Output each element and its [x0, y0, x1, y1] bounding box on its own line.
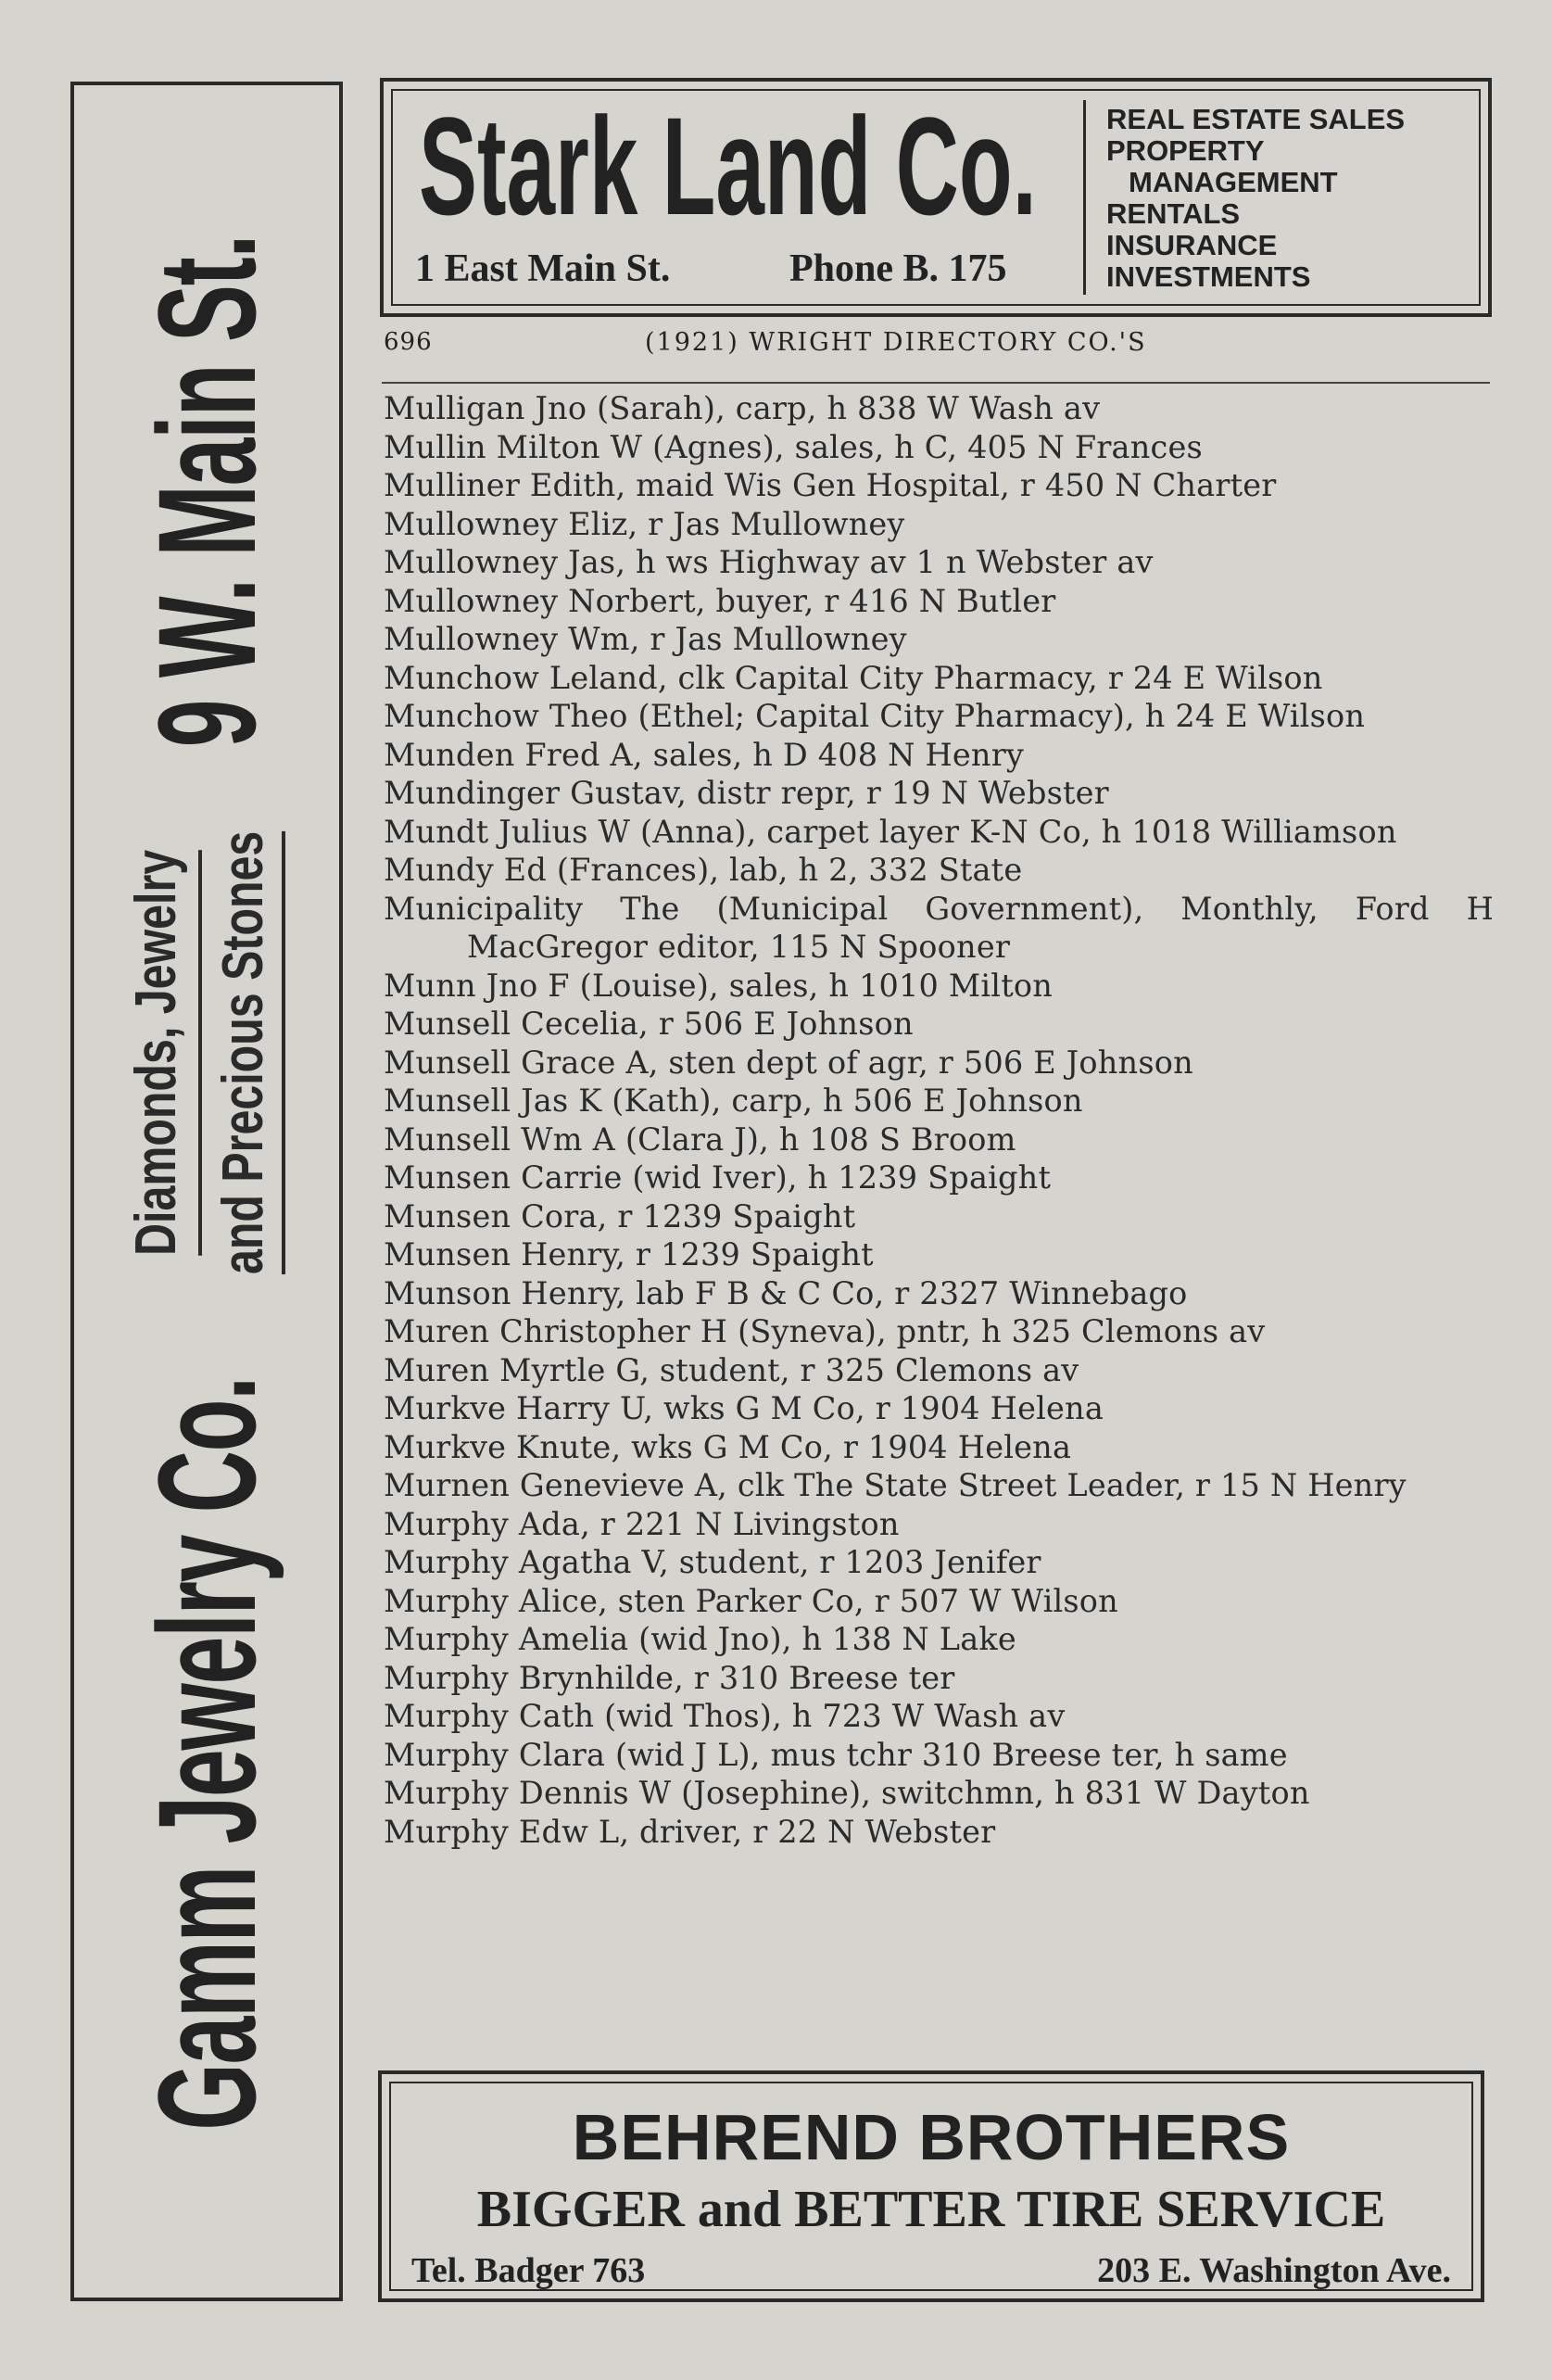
directory-entry: Municipality The (Municipal Government), Monthly, Ford H MacGregor editor, 115 N Spooner	[384, 890, 1494, 965]
service-item: INVESTMENTS	[1106, 260, 1311, 293]
top-ad-frame	[391, 89, 1481, 306]
directory-entry: Mullowney Wm, r Jas Mullowney	[384, 621, 907, 657]
directory-entry: Munsell Wm A (Clara J), h 108 S Broom	[384, 1120, 1016, 1158]
top-ad-services	[1106, 104, 1405, 293]
top-ad-divider	[1083, 100, 1086, 295]
directory-entry: Muren Christopher H (Syneva), pntr, h 325 Clemons av	[384, 1313, 1266, 1349]
directory-entry: Munden Fred A, sales, h D 408 N Henry	[384, 736, 1025, 773]
directory-entry: Murphy Edw L, driver, r 22 N Webster	[384, 1813, 996, 1850]
directory-entry: Mullowney Norbert, buyer, r 416 N Butler	[384, 582, 1056, 619]
top-ad-phone: Phone B. 175	[789, 247, 1007, 290]
directory-entry: Munn Jno F (Louise), sales, h 1010 Milton	[384, 967, 1054, 1004]
directory-entry: Mulligan Jno (Sarah), carp, h 838 W Wash av	[384, 390, 1101, 426]
bottom-ad-tel: Tel. Badger 763	[411, 2251, 646, 2290]
side-ad-address: 9 W. Main St.	[128, 234, 284, 747]
bottom-ad-name: BEHREND BROTHERS	[572, 2101, 1291, 2173]
directory-entry: Murphy Agatha V, student, r 1203 Jenifer	[384, 1544, 1041, 1580]
header-rule	[382, 382, 1490, 384]
directory-entry: Murnen Genevieve A, clk The State Street Leader, r 15 N Henry	[384, 1467, 1407, 1503]
top-advertisement	[380, 78, 1492, 317]
directory-entry: Munchow Theo (Ethel; Capital City Pharmacy), h 24 E Wilson	[384, 698, 1366, 734]
running-head: (1921) WRIGHT DIRECTORY CO.'S	[645, 328, 1147, 357]
service-item: REAL ESTATE SALES	[1106, 103, 1406, 135]
page-number: 696	[384, 328, 433, 356]
directory-entry: Munson Henry, lab F B & C Co, r 2327 Winnebago	[384, 1274, 1188, 1311]
bottom-ad-tagline: BIGGER and BETTER TIRE SERVICE	[476, 2181, 1386, 2238]
directory-entry: Mundy Ed (Frances), lab, h 2, 332 State	[384, 852, 1023, 888]
directory-entry: Mullin Milton W (Agnes), sales, h C, 405 N Frances	[384, 428, 1203, 465]
directory-entry: Murphy Brynhilde, r 310 Breese ter	[384, 1659, 955, 1696]
directory-entry: Mulliner Edith, maid Wis Gen Hospital, r 450 N Charter	[384, 467, 1277, 503]
top-ad-name: Stark Land Co.	[419, 88, 1037, 244]
directory-entry: Murphy Amelia (wid Jno), h 138 N Lake	[384, 1621, 1016, 1657]
top-ad-address: 1 East Main St.	[415, 247, 671, 290]
side-ad-tagline	[124, 830, 285, 1274]
directory-entry: Mundt Julius W (Anna), carpet layer K-N Co, h 1018 Williamson	[384, 813, 1397, 850]
bottom-advertisement	[378, 2070, 1484, 2302]
directory-entry: Munsen Cora, r 1239 Spaight	[384, 1197, 856, 1234]
directory-entry: Murphy Dennis W (Josephine), switchmn, h 831 W Dayton	[384, 1775, 1310, 1811]
directory-entry: Mundinger Gustav, distr repr, r 19 N Webster	[384, 775, 1109, 811]
service-item: PROPERTY	[1106, 134, 1265, 167]
directory-entry: Munsen Carrie (wid Iver), h 1239 Spaight	[384, 1159, 1052, 1196]
service-item: RENTALS	[1106, 197, 1241, 230]
directory-entry: Munsen Henry, r 1239 Spaight	[384, 1236, 874, 1272]
service-item: INSURANCE	[1106, 229, 1278, 261]
side-ad-content	[70, 82, 343, 2301]
directory-listing	[384, 389, 1494, 1851]
directory-entry: Murphy Cath (wid Thos), h 723 W Wash av	[384, 1698, 1066, 1734]
directory-entry: Munchow Leland, clk Capital City Pharmacy, r 24 E Wilson	[384, 659, 1323, 696]
directory-entry: Murkve Harry U, wks G M Co, r 1904 Helena	[384, 1390, 1104, 1426]
directory-entry: Mullowney Eliz, r Jas Mullowney	[384, 505, 905, 542]
directory-entry: Murphy Ada, r 221 N Livingston	[384, 1505, 900, 1542]
side-ad-line1: Diamonds, Jewelry	[128, 850, 202, 1256]
directory-entry: Muren Myrtle G, student, r 325 Clemons av	[384, 1351, 1079, 1388]
directory-entry: Munsell Jas K (Kath), carp, h 506 E Johnson	[384, 1082, 1083, 1119]
directory-entry: Murkve Knute, wks G M Co, r 1904 Helena	[384, 1428, 1072, 1465]
side-advertisement	[70, 82, 343, 2301]
directory-entry: Mullowney Jas, h ws Highway av 1 n Webster av	[384, 544, 1154, 580]
directory-entry: Murphy Alice, sten Parker Co, r 507 W Wilson	[384, 1582, 1118, 1619]
directory-entry: Munsell Cecelia, r 506 E Johnson	[384, 1006, 914, 1042]
directory-entry: Munsell Grace A, sten dept of agr, r 506 E Johnson	[384, 1044, 1193, 1081]
side-ad-name: Gamm Jewelry Co.	[128, 1376, 284, 2130]
directory-entry: Murphy Clara (wid J L), mus tchr 310 Breese ter, h same	[384, 1736, 1288, 1773]
bottom-ad-frame	[389, 2082, 1473, 2291]
side-ad-line2: and Precious Stones	[202, 831, 285, 1274]
service-item: MANAGEMENT	[1129, 166, 1338, 198]
bottom-ad-address: 203 E. Washington Ave.	[1097, 2251, 1451, 2290]
